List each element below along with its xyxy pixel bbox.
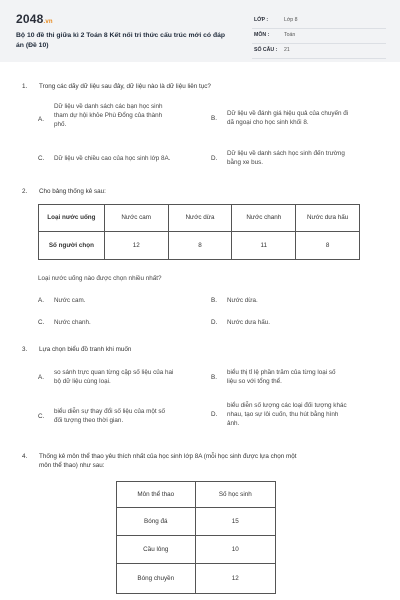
table-cell: Nước cam [104,205,168,232]
meta-count [252,44,386,59]
question-number: 1. [22,83,28,90]
option-line: nhau, tạo sự lôi cuốn, thu hút bằng hình [227,411,339,419]
option-a[interactable] [38,296,198,308]
option-b[interactable] [211,368,391,392]
option-line: Dữ liệu về chiều cao của học sinh lớp 8A. [54,155,171,162]
meta-key: SỐ CÂU : [254,47,278,53]
option-line: Dữ liệu về đánh giá hiệu quả của chuyến đi [227,110,349,117]
option-line: biểu diễn sự thay đổi số liệu của một số [54,408,165,415]
sport-table [116,481,276,594]
option-text [227,109,392,127]
option-line: bộ dữ liệu cùng loại. [54,378,111,386]
option-letter: A. [38,297,44,304]
question-line: môn thể thao) như sau: [39,462,105,470]
question-text [39,452,394,470]
option-text: Nước cam. [54,297,86,304]
option-line: Dữ liệu về danh sách học sinh đến trường [227,150,345,157]
page-header [0,0,400,62]
table-cell: Số học sinh [195,482,275,508]
table-cell: 15 [195,508,275,536]
document-title: Bộ 10 đề thi giữa kì 2 Toán 8 Kết nối tri thức cấu trúc mới có đáp án (Đề 10) [16,32,226,49]
table-cell: Loại nước uống [39,205,105,232]
option-c[interactable] [38,154,208,166]
document-meta [252,14,386,59]
option-d[interactable] [211,149,391,173]
table-cell: 11 [232,232,296,260]
table-row [117,508,276,536]
option-text [54,102,214,129]
option-b[interactable] [211,109,391,137]
option-letter: C. [38,413,45,420]
option-text [227,401,392,428]
option-text [54,407,214,425]
meta-value: Toán [284,32,296,38]
table-cell: 8 [296,232,360,260]
question-text: Trong các dãy dữ liệu sau đây, dữ liệu nào là dữ liệu liên tục? [39,83,211,90]
option-letter: B. [211,115,217,122]
subtext: Loại nước uống nào được chọn nhiều nhất? [38,275,162,282]
logo-main: 2048 [16,12,44,26]
table-cell: 12 [104,232,168,260]
option-text [227,149,392,167]
question-number: 2. [22,188,28,195]
option-text: Nước dưa hấu. [227,319,271,326]
meta-key: LỚP : [254,17,269,23]
site-logo[interactable] [16,11,53,28]
logo-suffix: .vn [43,19,53,25]
table-cell: 12 [195,564,275,594]
table-header-row [117,482,276,508]
table-row [117,564,276,594]
option-c[interactable] [38,407,210,431]
option-c[interactable] [38,318,198,330]
option-line: phố. [54,121,67,129]
option-text [54,154,214,163]
table-cell: Cầu lông [117,536,196,564]
option-line: biểu thị tỉ lệ phần trăm của từng loại số [227,369,336,376]
option-line: đối tượng theo thời gian. [54,417,124,425]
option-letter: D. [211,319,218,326]
option-letter: A. [38,374,44,381]
table-cell: Nước chanh [232,205,296,232]
option-line: dã ngoại cho học sinh khối 8. [227,119,309,127]
table-cell: Nước dưa hấu [296,205,360,232]
option-a[interactable] [38,368,210,392]
table-cell: 8 [168,232,232,260]
question-number: 4. [22,453,28,460]
table-row [39,232,360,260]
meta-class [252,14,386,29]
option-text [54,368,214,386]
option-letter: B. [211,374,217,381]
table-cell: Số người chọn [39,232,105,260]
option-text: Nước dừa. [227,297,258,304]
question-text: Lựa chọn biểu đồ tranh khi muốn [39,346,132,353]
meta-subject [252,29,386,44]
option-line: Dữ liệu về danh sách các bạn học sinh [54,103,163,110]
option-line: bằng xe bus. [227,159,264,167]
drink-table [38,204,360,260]
table-row [117,536,276,564]
option-letter: B. [211,297,217,304]
option-b[interactable] [211,296,371,308]
table-cell: Bóng chuyền [117,564,196,594]
option-d[interactable] [211,401,391,437]
option-text [227,368,392,386]
table-header-row [39,205,360,232]
option-letter: C. [38,155,45,162]
option-line: ảnh. [227,420,240,428]
meta-key: MÔN : [254,32,270,38]
option-line: tham dự hội khỏe Phù Đổng của thành [54,112,163,120]
option-line: so sánh trực quan từng cặp số liệu của hai [54,369,174,376]
option-d[interactable] [211,318,371,330]
table-cell: Nước dừa [168,205,232,232]
option-letter: D. [211,411,218,418]
option-letter: C. [38,319,45,326]
question-subtext [38,274,368,286]
question-text: Cho bảng thống kê sau: [39,188,106,195]
meta-value: Lớp 8 [284,17,298,23]
table-cell: 10 [195,536,275,564]
option-letter: D. [211,155,218,162]
option-a[interactable] [38,102,208,142]
table-cell: Môn thể thao [117,482,196,508]
option-letter: A. [38,116,44,123]
option-text: Nước chanh. [54,319,91,326]
table-cell: Bóng đá [117,508,196,536]
option-line: biểu diễn số lượng các loại đối tượng khác [227,402,347,409]
meta-value: 21 [284,47,290,53]
option-line: liệu so với tổng thể. [227,378,282,386]
question-line: Thống kê môn thể thao yêu thích nhất của học sinh lớp 8A (mỗi học sinh được lựa chọn một [39,453,297,460]
question-number: 3. [22,346,28,353]
